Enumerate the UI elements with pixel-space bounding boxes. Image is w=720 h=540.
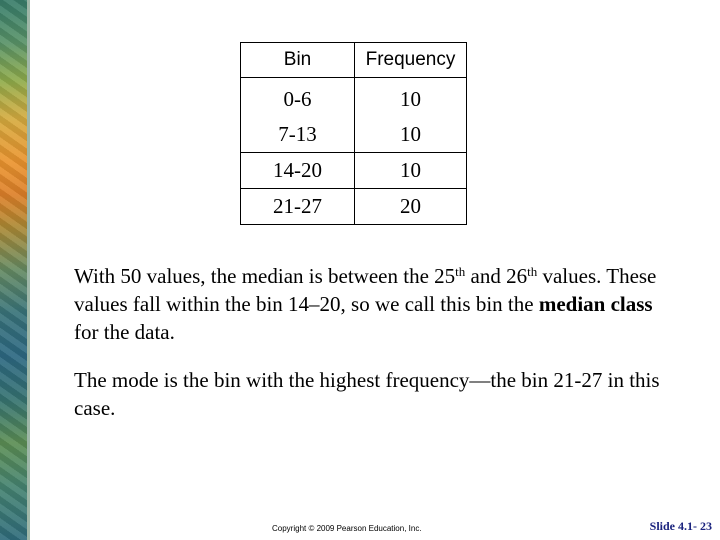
slide-number: Slide 4.1- 23 (649, 519, 712, 533)
table-row (241, 189, 467, 225)
table-row (241, 153, 467, 189)
median-paragraph (74, 262, 674, 346)
cell-frequency: 20 (355, 189, 467, 225)
mode-paragraph: The mode is the bin with the highest frequency—the bin 21-27 in this case. (74, 368, 660, 420)
table-row (241, 117, 467, 153)
frequency-table (240, 42, 467, 225)
cell-frequency: 10 (355, 153, 467, 189)
header-frequency: Frequency (355, 43, 467, 78)
superscript-th-2: th (527, 264, 538, 279)
table-row (241, 78, 467, 118)
cell-frequency: 10 (355, 117, 467, 153)
median-text-1: With 50 values, the median is between the 25 (74, 264, 456, 288)
median-class-term: median class (538, 292, 653, 316)
median-text-3: values. These values fall within the bin 14–20, so we call this bin the (74, 264, 657, 316)
header-bin: Bin (241, 43, 355, 78)
cell-bin: 0-6 (241, 78, 355, 118)
median-text-2: and 26 (465, 264, 528, 288)
cell-bin: 21-27 (241, 189, 355, 225)
decorative-side-strip (0, 0, 27, 540)
median-text-4: for the data. (74, 320, 175, 344)
copyright-notice: Copyright © 2009 Pearson Education, Inc. (272, 524, 422, 533)
table-header-row (241, 43, 467, 78)
superscript-th-1: th (455, 264, 466, 279)
cell-bin: 7-13 (241, 117, 355, 153)
side-strip-edge (27, 0, 30, 540)
cell-bin: 14-20 (241, 153, 355, 189)
cell-frequency: 10 (355, 78, 467, 118)
